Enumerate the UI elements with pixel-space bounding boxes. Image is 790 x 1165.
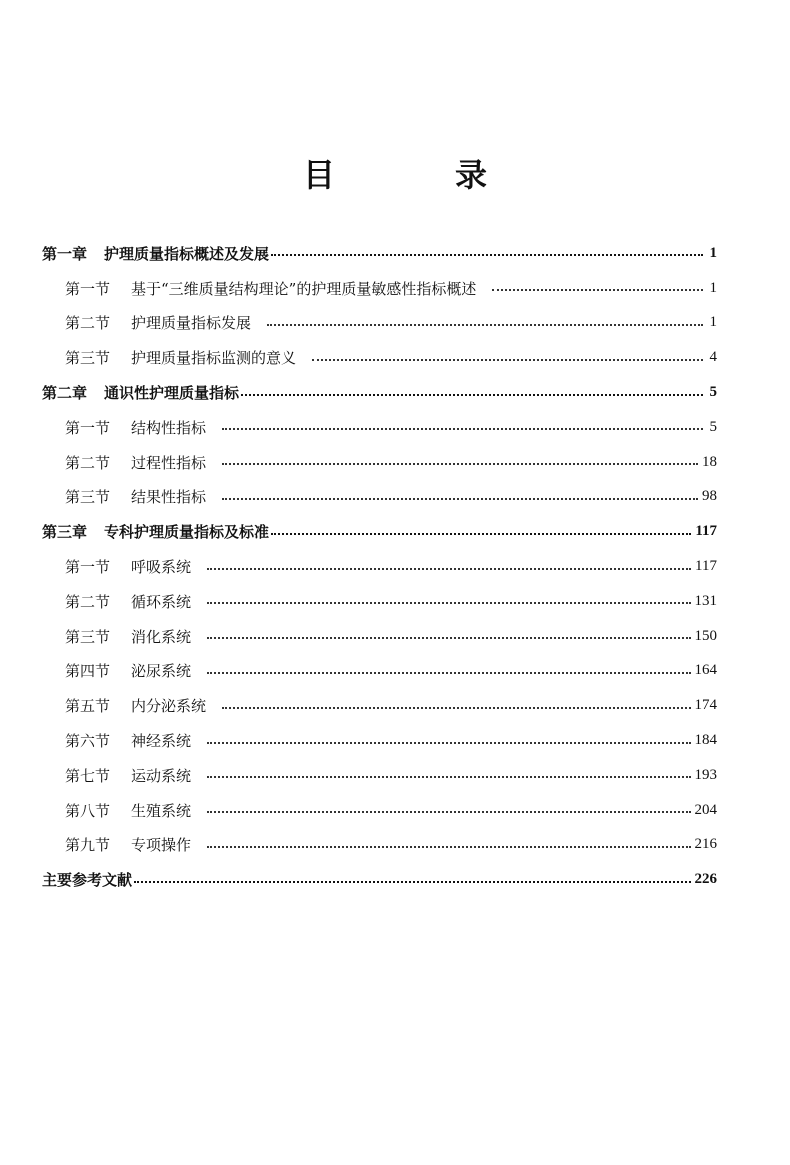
dot-leader <box>207 602 690 604</box>
toc-section-row <box>42 480 717 515</box>
toc-page-number: 226 <box>694 871 717 888</box>
toc-entry-number: 第八节 <box>65 801 111 820</box>
toc-entry-title: 消化系统 <box>131 627 192 646</box>
toc-chapter-row <box>42 514 717 549</box>
toc-entry-number: 第一章 <box>42 244 88 263</box>
toc-entry-title: 基于“三维质量结构理论”的护理质量敏感性指标概述 <box>131 279 477 298</box>
toc-page-number: 184 <box>694 732 717 749</box>
dot-leader <box>207 742 690 744</box>
toc-page-number: 193 <box>694 766 717 783</box>
toc-page-number: 216 <box>694 836 717 853</box>
toc-section-row <box>42 793 717 828</box>
toc-page-number: 117 <box>695 558 717 575</box>
toc-page-number: 4 <box>709 349 717 366</box>
toc-entry-title: 运动系统 <box>131 766 192 785</box>
toc-entry-title: 内分泌系统 <box>131 697 207 716</box>
dot-leader <box>207 811 690 813</box>
toc-entry-title: 神经系统 <box>131 732 192 751</box>
dot-leader <box>207 776 690 778</box>
toc-entry-title: 过程性指标 <box>131 453 207 472</box>
toc-entry-title: 护理质量指标监测的意义 <box>131 349 297 368</box>
toc-page-number: 164 <box>694 662 717 679</box>
toc-page-number: 1 <box>709 279 717 296</box>
dot-leader <box>271 254 703 256</box>
toc-entry-number: 第二节 <box>65 314 111 333</box>
toc-entry-number: 第三章 <box>42 523 88 542</box>
toc-entry-title: 护理质量指标发展 <box>131 314 252 333</box>
toc-chapter-row <box>42 862 717 897</box>
toc-section-row <box>42 549 717 584</box>
dot-leader <box>492 289 703 291</box>
toc-page-number: 131 <box>694 592 717 609</box>
toc-entry-number: 第四节 <box>65 662 111 681</box>
toc-entry-number: 第七节 <box>65 766 111 785</box>
toc-entry-number: 第二章 <box>42 384 88 403</box>
toc-section-row <box>42 340 717 375</box>
toc-entry-title: 结果性指标 <box>131 488 207 507</box>
toc-section-row <box>42 410 717 445</box>
dot-leader <box>207 637 690 639</box>
toc-entry-number: 第九节 <box>65 836 111 855</box>
toc-entry-title: 主要参考文献 <box>42 871 133 890</box>
toc-section-row <box>42 688 717 723</box>
toc-page-number: 18 <box>702 453 717 470</box>
toc-section-row <box>42 445 717 480</box>
toc-page-number: 174 <box>694 697 717 714</box>
toc-entry-number: 第三节 <box>65 627 111 646</box>
toc-entry-title: 生殖系统 <box>131 801 192 820</box>
toc-entry-title: 专项操作 <box>131 836 192 855</box>
table-of-contents <box>42 236 717 897</box>
toc-entry-title: 护理质量指标概述及发展 <box>104 244 270 263</box>
toc-entry-title: 通识性护理质量指标 <box>104 384 240 403</box>
toc-section-row <box>42 306 717 341</box>
toc-entry-number: 第一节 <box>65 558 111 577</box>
toc-entry-number: 第二节 <box>65 453 111 472</box>
dot-leader <box>134 881 690 883</box>
toc-page-number: 98 <box>702 488 717 505</box>
toc-section-row <box>42 758 717 793</box>
page-title: 目 录 <box>302 156 531 194</box>
toc-chapter-row <box>42 375 717 410</box>
dot-leader <box>207 568 691 570</box>
toc-entry-title: 呼吸系统 <box>131 558 192 577</box>
toc-page-number: 204 <box>694 801 717 818</box>
toc-page-number: 1 <box>709 314 717 331</box>
toc-entry-number: 第二节 <box>65 592 111 611</box>
dot-leader <box>207 846 690 848</box>
toc-page-number: 150 <box>694 627 717 644</box>
toc-page-number: 1 <box>709 244 717 261</box>
dot-leader <box>222 428 703 430</box>
toc-page-number: 5 <box>709 384 717 401</box>
dot-leader <box>241 394 703 396</box>
toc-entry-number: 第一节 <box>65 418 111 437</box>
toc-entry-title: 专科护理质量指标及标准 <box>104 523 270 542</box>
toc-chapter-row <box>42 236 717 271</box>
toc-entry-number: 第三节 <box>65 488 111 507</box>
toc-section-row <box>42 271 717 306</box>
toc-section-row <box>42 723 717 758</box>
toc-section-row <box>42 584 717 619</box>
toc-section-row <box>42 619 717 654</box>
dot-leader <box>207 672 690 674</box>
toc-section-row <box>42 654 717 689</box>
toc-page-number: 117 <box>695 523 717 540</box>
dot-leader <box>222 707 690 709</box>
toc-entry-title: 结构性指标 <box>131 418 207 437</box>
toc-entry-number: 第五节 <box>65 697 111 716</box>
dot-leader <box>267 324 703 326</box>
toc-section-row <box>42 828 717 863</box>
dot-leader <box>271 533 691 535</box>
dot-leader <box>312 359 703 361</box>
toc-page-number: 5 <box>709 418 717 435</box>
toc-entry-number: 第六节 <box>65 732 111 751</box>
toc-entry-title: 泌尿系统 <box>131 662 192 681</box>
toc-entry-title: 循环系统 <box>131 592 192 611</box>
dot-leader <box>222 498 698 500</box>
toc-entry-number: 第三节 <box>65 349 111 368</box>
toc-entry-number: 第一节 <box>65 279 111 298</box>
dot-leader <box>222 463 698 465</box>
